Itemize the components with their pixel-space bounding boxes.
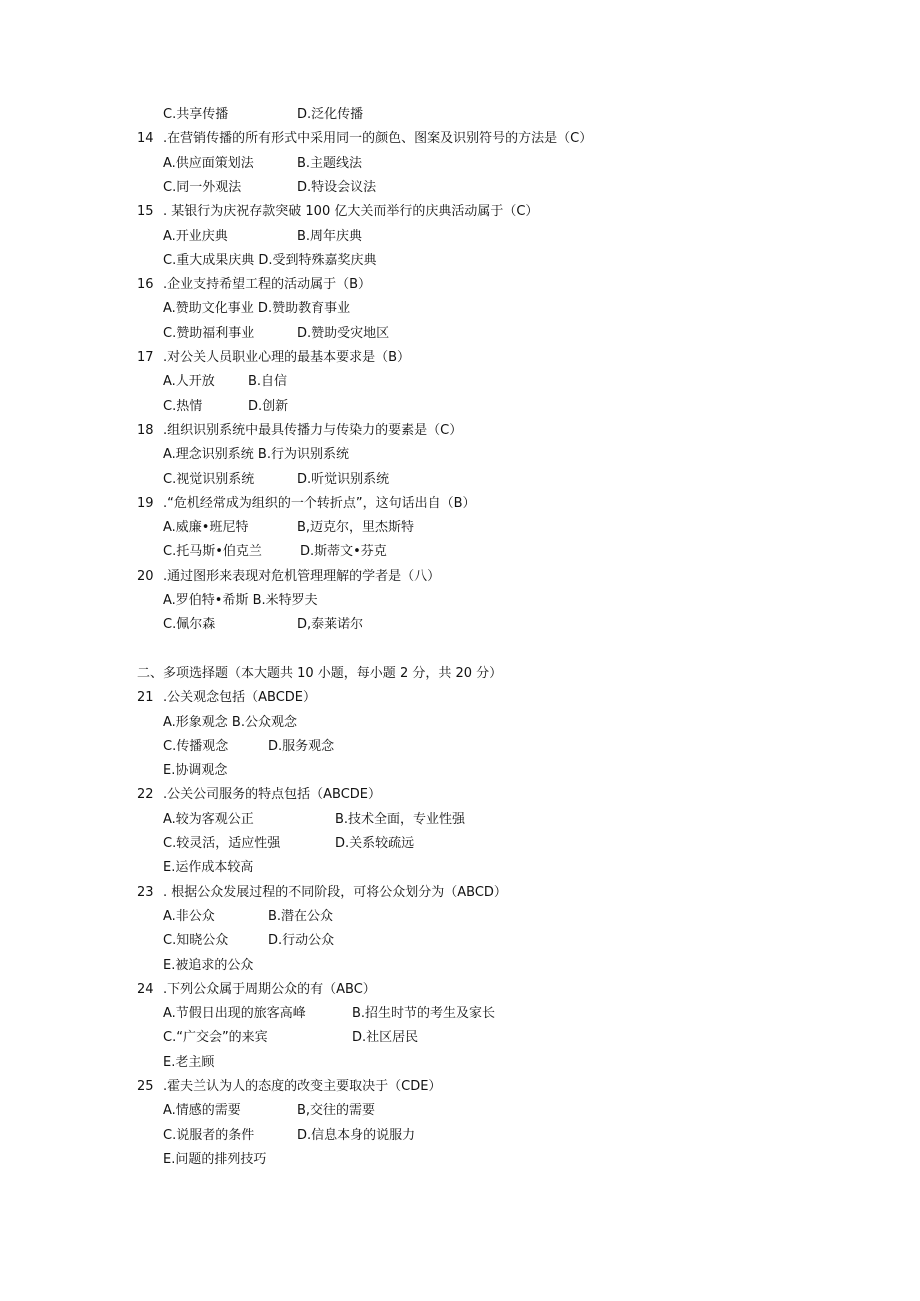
question-line (0, 784, 900, 806)
answer-option: C.传播观念 (163, 738, 229, 754)
question-text: .霍夫兰认为人的态度的改变主要取决于（CDE） (163, 1079, 442, 1094)
answer-option: D.社区居民 (352, 1030, 419, 1046)
question-line (0, 128, 900, 150)
question-number: 23 (137, 884, 154, 900)
question-line (0, 687, 900, 709)
answer-option: D.创新 (248, 398, 289, 414)
options-line (0, 736, 900, 758)
question-number: 17 (137, 350, 154, 365)
question-line (0, 201, 900, 223)
question-number: 24 (137, 981, 154, 997)
options-line (0, 906, 900, 928)
answer-option: C.热情 (163, 398, 203, 414)
answer-option: D.行动公众 (268, 933, 335, 949)
options-line (0, 809, 900, 831)
question-number: 22 (137, 787, 154, 803)
answer-option: C.知晓公众 (163, 933, 229, 949)
options-line (0, 177, 900, 199)
question-number: 14 (137, 131, 154, 147)
options-line (0, 833, 900, 855)
answer-option: D.关系较疏远 (335, 836, 415, 851)
options-line (0, 153, 900, 175)
answer-option: B,迈克尔，里杰斯特 (297, 520, 415, 536)
question-text: .企业支持希望工程的活动属于（B） (163, 277, 372, 293)
options-line (0, 930, 900, 952)
question-text: .对公关人员职业心理的最基本要求是（B） (163, 350, 411, 365)
answer-option: A.形象观念 B.公众观念 (163, 714, 297, 730)
options-line (0, 1100, 900, 1122)
question-line (0, 566, 900, 588)
options-line (0, 541, 900, 563)
question-number: 25 (137, 1079, 154, 1094)
options-line (0, 517, 900, 539)
answer-option: A.节假日出现的旅客高峰 (163, 1006, 306, 1022)
options-line (0, 1003, 900, 1025)
question-number: 19 (137, 495, 154, 511)
answer-option: C.“广交会”的来宾 (163, 1030, 268, 1046)
options-line (0, 469, 900, 491)
answer-option: B.技术全面，专业性强 (335, 811, 466, 827)
answer-option: A.非公众 (163, 908, 215, 924)
question-number: 16 (137, 277, 154, 293)
answer-option: A.赞助文化事业 D.赞助教育事业 (163, 301, 351, 317)
question-line (0, 882, 900, 904)
options-line (0, 226, 900, 248)
options-line (0, 1027, 900, 1049)
question-text: .“危机经常成为组织的一个转折点”，这句话出自（B） (163, 495, 476, 511)
question-text: .通过图形来表现对危机管理理解的学者是（八） (163, 568, 441, 584)
answer-option: B.周年庆典 (297, 228, 363, 244)
answer-option: D.泛化传播 (297, 107, 364, 122)
answer-option: E.问题的排列技巧 (163, 1151, 267, 1167)
question-text: .在营销传播的所有形式中采用同一的颜色、图案及识别符号的方法是（C） (163, 131, 593, 147)
answer-option: A.较为客观公正 (163, 811, 254, 827)
options-line (0, 760, 900, 782)
answer-option: D.听觉识别系统 (297, 471, 390, 487)
answer-option: D.信息本身的说服力 (297, 1127, 416, 1143)
options-line (0, 1149, 900, 1171)
answer-option: A.罗伯特•希斯 B.米特罗夫 (163, 593, 318, 608)
answer-option: C.较灵活，适应性强 (163, 836, 281, 851)
question-text: .公关公司服务的特点包括（ABCDE） (163, 787, 382, 803)
answer-option: B,交往的需要 (297, 1103, 376, 1119)
question-line (0, 493, 900, 515)
answer-option: D.特设会议法 (297, 179, 377, 195)
answer-option: C.佩尔森 (163, 617, 216, 633)
question-number: 18 (137, 422, 154, 438)
options-line (0, 298, 900, 320)
options-line (0, 104, 900, 126)
question-line (0, 1076, 900, 1098)
section-heading-text: 二、多项选择题（本大题共 10 小题，每小题 2 分，共 20 分） (137, 665, 503, 681)
answer-option: A.供应面策划法 (163, 155, 254, 171)
question-text: .组织识别系统中最具传播力与传染力的要素是（C） (163, 422, 463, 438)
answer-option: A.理念识别系统 B.行为识别系统 (163, 447, 349, 463)
answer-option: A.威廉•班尼特 (163, 520, 249, 536)
question-line (0, 347, 900, 369)
answer-option: E.被追求的公众 (163, 957, 254, 973)
options-line (0, 590, 900, 612)
question-line (0, 420, 900, 442)
answer-option: C.托马斯•伯克兰 (163, 544, 262, 560)
options-line (0, 712, 900, 734)
answer-option: C.视觉识别系统 (163, 471, 255, 487)
options-line (0, 323, 900, 345)
answer-option: B.潜在公众 (268, 908, 334, 924)
question-number: 21 (137, 690, 154, 706)
answer-option: C.说服者的条件 (163, 1127, 255, 1143)
options-line (0, 1125, 900, 1147)
answer-option: D,泰莱诺尔 (297, 617, 364, 633)
answer-option: E.协调观念 (163, 763, 228, 779)
answer-option: E.运作成本较高 (163, 860, 254, 876)
options-line (0, 444, 900, 466)
question-text: . 根据公众发展过程的不同阶段，可将公众划分为（ABCD） (163, 884, 507, 900)
question-number: 15 (137, 204, 154, 220)
options-line (0, 1052, 900, 1074)
answer-option: D.赞助受灾地区 (297, 325, 390, 341)
answer-option: A.开业庆典 (163, 228, 228, 244)
question-text: . 某银行为庆祝存款突破 100 亿大关而举行的庆典活动属于（C） (163, 204, 539, 220)
question-line (0, 274, 900, 296)
answer-option: D.服务观念 (268, 738, 335, 754)
options-line (0, 857, 900, 879)
section-heading (0, 663, 900, 685)
options-line (0, 250, 900, 272)
answer-option: C.赞助福利事业 (163, 325, 255, 341)
answer-option: A.情感的需要 (163, 1103, 241, 1119)
answer-option: B.招生时节的考生及家长 (352, 1006, 496, 1022)
question-text: .下列公众属于周期公众的有（ABC） (163, 981, 376, 997)
answer-option: B.主题线法 (297, 155, 363, 171)
answer-option: D.斯蒂文•芬克 (300, 544, 387, 560)
question-number: 20 (137, 568, 154, 584)
answer-option: C.重大成果庆典 D.受到特殊嘉奖庆典 (163, 252, 377, 268)
options-line (0, 396, 900, 418)
question-text: .公关观念包括（ABCDE） (163, 690, 317, 706)
answer-option: A.人开放 (163, 374, 215, 390)
answer-option: B.自信 (248, 374, 288, 390)
options-line (0, 614, 900, 636)
answer-option: C.同一外观法 (163, 179, 242, 195)
options-line (0, 371, 900, 393)
answer-option: E.老主顾 (163, 1054, 215, 1070)
question-line (0, 979, 900, 1001)
answer-option: C.共享传播 (163, 107, 229, 122)
options-line (0, 955, 900, 977)
